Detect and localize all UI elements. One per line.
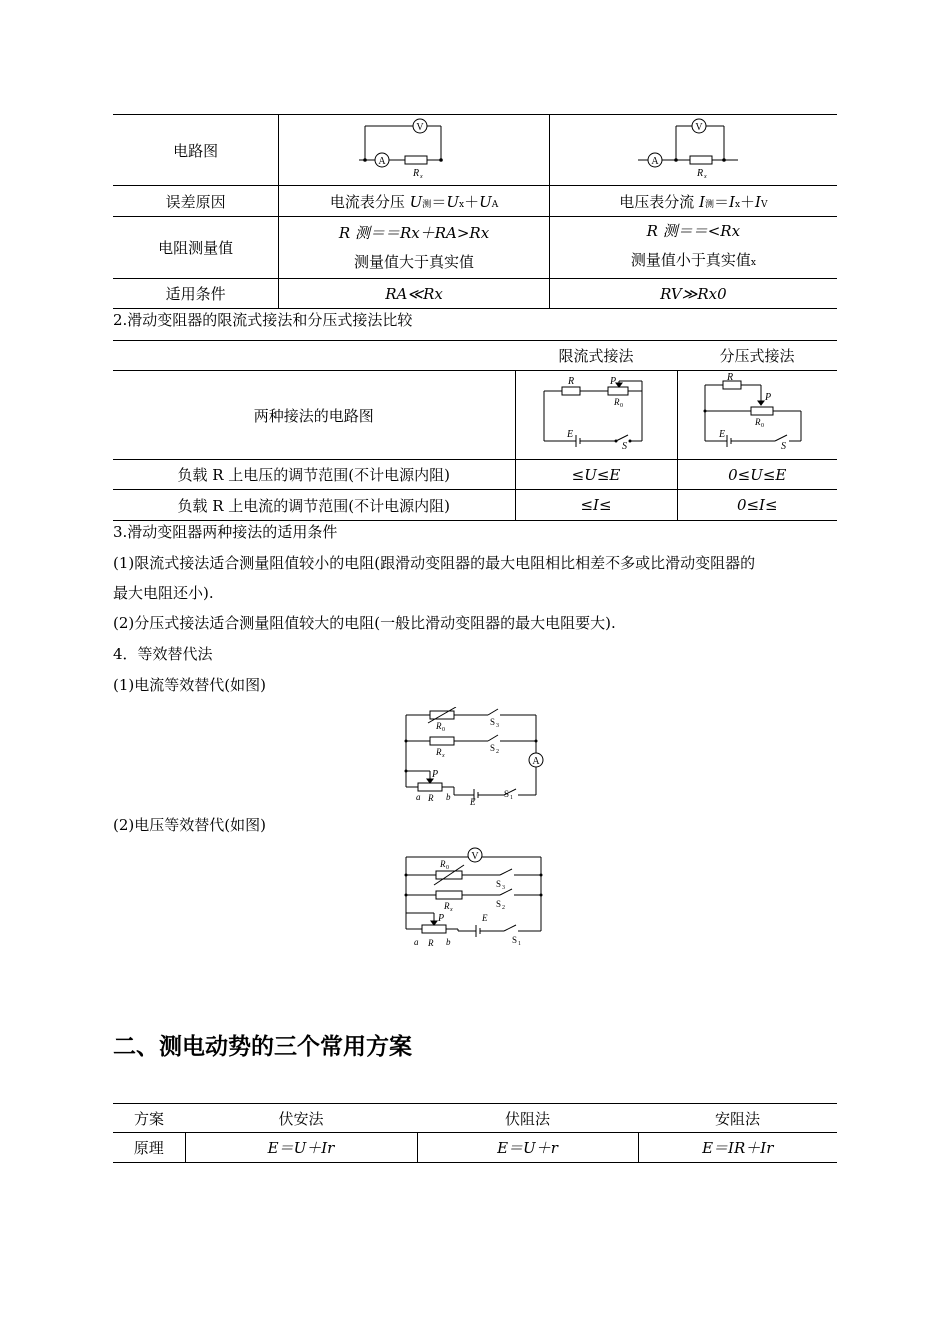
svg-text:R: R (436, 747, 442, 757)
current-range-limiting: ≤I≤ (515, 490, 677, 521)
svg-text:0: 0 (446, 865, 449, 871)
para-limiting-2: 最大电阻还小). (113, 584, 214, 602)
svg-text:P: P (432, 769, 439, 780)
current-substitution-figure (400, 707, 560, 809)
principle-amp-resistor: E＝IR＋Ir (638, 1133, 837, 1163)
header-volt-resistor: 伏阻法 (417, 1104, 638, 1133)
svg-text:0: 0 (442, 727, 445, 733)
row-label-condition: 适用条件 (113, 279, 279, 309)
svg-text:S: S (504, 789, 510, 799)
error-cause-external: 电流表分压 U测＝Ux＋UA (279, 186, 549, 217)
rheostat-comparison-table (113, 340, 837, 521)
svg-text:x: x (420, 174, 423, 178)
svg-text:S: S (496, 899, 502, 909)
current-limiting-circuit (515, 371, 677, 460)
current-range-divider: 0≤I≤ (677, 490, 837, 521)
svg-text:E: E (470, 797, 476, 807)
svg-text:3: 3 (496, 723, 499, 729)
section-title-emf: 二、测电动势的三个常用方案 (113, 1034, 412, 1060)
svg-text:R: R (440, 859, 446, 869)
svg-text:E: E (567, 429, 574, 440)
svg-text:R: R (614, 397, 620, 407)
svg-text:S: S (490, 743, 496, 753)
svg-text:b: b (446, 792, 451, 802)
row-label-measured: 电阻测量值 (113, 217, 279, 279)
heading-substitution: 4．等效替代法 (113, 645, 213, 663)
row-label-principle: 原理 (113, 1133, 185, 1163)
rx-label: R (413, 168, 420, 178)
svg-text:0: 0 (620, 403, 623, 409)
svg-text:x: x (442, 753, 445, 759)
measured-value-internal: R 测＝＝<Rx 测量值小于真实值x (549, 217, 837, 279)
voltmeter-symbol: V (416, 122, 424, 133)
svg-text:E: E (482, 913, 488, 923)
row-label-circuit: 电路图 (113, 115, 279, 186)
voltage-range-limiting: ≤U≤E (515, 460, 677, 490)
row-label-error: 误差原因 (113, 186, 279, 217)
heading-rheostat-comparison: 2.滑动变阻器的限流式接法和分压式接法比较 (113, 311, 413, 329)
svg-text:R: R (428, 793, 434, 803)
svg-text:a: a (416, 792, 421, 802)
svg-text:S: S (781, 441, 787, 452)
emf-methods-table (113, 1103, 837, 1163)
header-current-limiting: 限流式接法 (515, 341, 677, 371)
header-volt-ammeter: 伏安法 (185, 1104, 417, 1133)
para-voltage-substitution: (2)电压等效替代(如图) (113, 816, 266, 834)
svg-text:P: P (610, 376, 617, 387)
ammeter-symbol: A (378, 156, 386, 167)
row-label-current-range: 负载 R 上电流的调节范围(不计电源内阻) (113, 490, 515, 521)
svg-text:S: S (496, 879, 502, 889)
voltage-substitution-figure (400, 845, 550, 953)
svg-text:3: 3 (502, 885, 505, 891)
svg-text:A: A (651, 156, 659, 167)
svg-text:R: R (568, 376, 575, 387)
principle-volt-ammeter: E＝U＋Ir (185, 1133, 417, 1163)
principle-volt-resistor: E＝U＋r (417, 1133, 638, 1163)
para-divider: (2)分压式接法适合测量阻值较大的电阻(一般比滑动变阻器的最大电阻要大). (113, 614, 616, 632)
condition-internal: RV≫Rx0 (549, 279, 837, 309)
svg-text:E: E (719, 429, 726, 440)
svg-text:1: 1 (518, 941, 521, 947)
svg-text:R: R (444, 901, 450, 911)
svg-text:R: R (428, 938, 434, 948)
svg-text:S: S (512, 935, 518, 945)
measured-value-external: R 测＝＝Rx＋RA>Rx 测量值大于真实值 (279, 217, 549, 279)
svg-text:R: R (697, 168, 704, 178)
svg-text:V: V (695, 122, 703, 133)
svg-text:A: A (532, 756, 540, 767)
measurement-method-table (113, 114, 837, 309)
para-current-substitution: (1)电流等效替代(如图) (113, 676, 266, 694)
svg-text:R: R (436, 721, 442, 731)
svg-text:2: 2 (496, 749, 499, 755)
heading-conditions: 3.滑动变阻器两种接法的适用条件 (113, 523, 338, 541)
svg-text:S: S (490, 717, 496, 727)
svg-text:R: R (755, 417, 761, 427)
svg-text:x: x (450, 907, 453, 913)
svg-text:P: P (438, 913, 445, 924)
voltage-range-divider: 0≤U≤E (677, 460, 837, 490)
para-limiting-1: (1)限流式接法适合测量阻值较小的电阻(跟滑动变阻器的最大电阻相比相差不多或比滑动变阻器的 (113, 554, 756, 572)
ammeter-internal-circuit (549, 115, 837, 186)
svg-text:b: b (446, 937, 451, 947)
svg-text:a: a (414, 937, 419, 947)
row-label-voltage-range: 负载 R 上电压的调节范围(不计电源内阻) (113, 460, 515, 490)
header-scheme: 方案 (113, 1104, 185, 1133)
condition-external: RA≪Rx (279, 279, 549, 309)
row-label-circuit-diagrams: 两种接法的电路图 (113, 371, 515, 460)
svg-text:1: 1 (510, 795, 513, 801)
ammeter-external-circuit (279, 115, 549, 186)
voltage-divider-circuit (677, 371, 837, 460)
svg-text:S: S (622, 441, 627, 452)
svg-text:0: 0 (761, 423, 765, 429)
svg-text:P: P (765, 392, 772, 403)
svg-text:V: V (471, 851, 479, 862)
svg-text:x: x (704, 174, 708, 178)
header-voltage-divider: 分压式接法 (677, 341, 837, 371)
error-cause-internal: 电压表分流 I测＝Ix＋IV (549, 186, 837, 217)
svg-text:2: 2 (502, 905, 505, 911)
header-amp-resistor: 安阻法 (638, 1104, 837, 1133)
svg-text:R: R (727, 373, 734, 383)
